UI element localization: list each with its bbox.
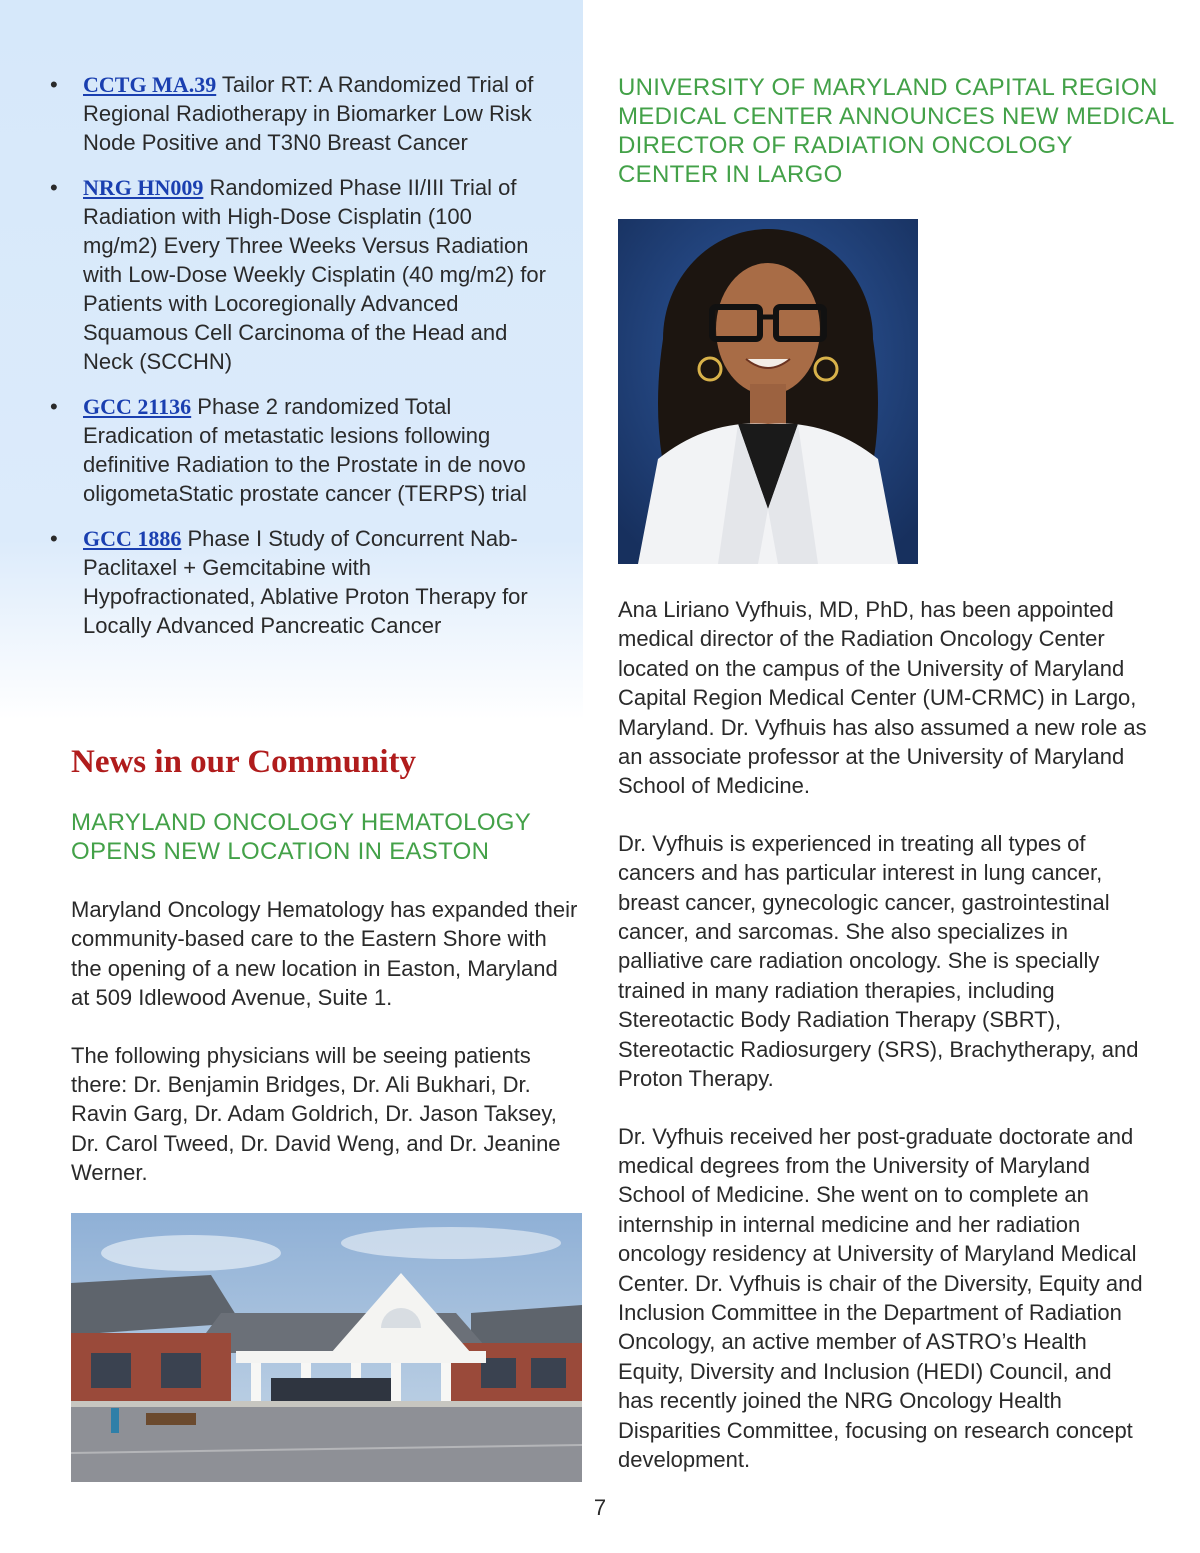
article-paragraph: The following physicians will be seeing patients there: Dr. Benjamin Bridges, Dr. Ali Bukhari, Dr. Ravin Garg, Dr. Adam Goldrich, Dr. Jason Taksey, Dr. Carol Tweed, Dr. David Weng, and Dr. Jeanine Werner. [71, 1042, 561, 1186]
building-photo [71, 1213, 582, 1482]
clinical-trials-list [48, 70, 548, 656]
bullet-icon: • [50, 394, 58, 419]
list-item [48, 392, 548, 508]
trial-link[interactable]: GCC 1886 [83, 526, 182, 551]
section-title: News in our Community [71, 744, 417, 780]
trial-description: Tailor RT: A Randomized Trial of Regional Radiotherapy in Biomarker Low Risk Node Positive and T3N0 Breast Cancer [83, 72, 534, 155]
community-article [71, 895, 581, 1216]
bullet-icon: • [50, 175, 58, 200]
article-paragraph: Dr. Vyfhuis received her post-graduate doctorate and medical degrees from the University of Maryland School of Medicine. She went on to complete an internship in internal medicine and her radiation oncology residency at University of Maryland Medical Center. Dr. Vyfhuis is chair of the Diversity, Equity and Inclusion Committee in the Department of Radiation Oncology, an active member of ASTRO’s Health Equity, Diversity and Inclusion (HEDI) Council, and has recently joined the NRG Oncology Health Disparities Committee, focusing on research concept development. [618, 1123, 1143, 1472]
bullet-icon: • [50, 72, 58, 97]
article-paragraph: Ana Liriano Vyfhuis, MD, PhD, has been appointed medical director of the Radiation Oncology Center located on the campus of the University of Maryland Capital Region Medical Center (UM-CRMC) in Largo, Maryland. Dr. Vyfhuis has also assumed a new role as an associate professor at the University of Maryland School of Medicine. [618, 597, 1147, 799]
article-paragraph: Dr. Vyfhuis is experienced in treating all types of cancers and has particular interest in lung cancer, breast cancer, gynecologic cancer, gastrointestinal cancer, and sarcomas. She also specializes in palliative care radiation oncology. She is specially trained in many radiation therapies, including Stereotactic Body Radiation Therapy (SBRT), Stereotactic Radiosurgery (SRS), Brachytherapy, and Proton Therapy. [618, 830, 1139, 1092]
article-paragraph: Maryland Oncology Hematology has expanded their community-based care to the Eastern Shore with the opening of a new location in Easton, Maryland at 509 Idlewood Avenue, Suite 1. [71, 897, 578, 1011]
trial-description: Phase 2 randomized Total Eradication of metastatic lesions following definitive Radiation to the Prostate in de novo oligometaStatic prostate cancer (TERPS) trial [83, 394, 527, 506]
list-item [48, 70, 548, 157]
announcement-headline: UNIVERSITY OF MARYLAND CAPITAL REGION MEDICAL CENTER ANNOUNCES NEW MEDICAL DIRECTOR OF RADIATION ONCOLOGY CENTER IN LARGO [618, 74, 1174, 188]
portrait-photo [618, 219, 918, 564]
building-illustration [71, 1213, 582, 1482]
trial-description: Randomized Phase II/III Trial of Radiation with High-Dose Cisplatin (100 mg/m2) Every Three Weeks Versus Radiation with Low-Dose Weekly Cisplatin (40 mg/m2) for Patients with Locoregionally Advanced Squamous Cell Carcinoma of the Head and Neck (SCCHN) [83, 175, 546, 374]
list-item [48, 524, 548, 640]
trial-description: Phase I Study of Concurrent Nab-Paclitaxel + Gemcitabine with Hypofractionated, Ablative Proton Therapy for Locally Advanced Pancreatic Cancer [83, 526, 528, 638]
list-item [48, 173, 548, 376]
portrait-illustration [618, 219, 918, 564]
trial-link[interactable]: CCTG MA.39 [83, 72, 217, 97]
trial-link[interactable]: NRG HN009 [83, 175, 204, 200]
trial-link[interactable]: GCC 21136 [83, 394, 192, 419]
community-headline: MARYLAND ONCOLOGY HEMATOLOGY OPENS NEW LOCATION IN EASTON [71, 809, 531, 865]
bullet-icon: • [50, 526, 58, 551]
page-number: 7 [593, 1495, 607, 1520]
announcement-article [618, 595, 1148, 1502]
